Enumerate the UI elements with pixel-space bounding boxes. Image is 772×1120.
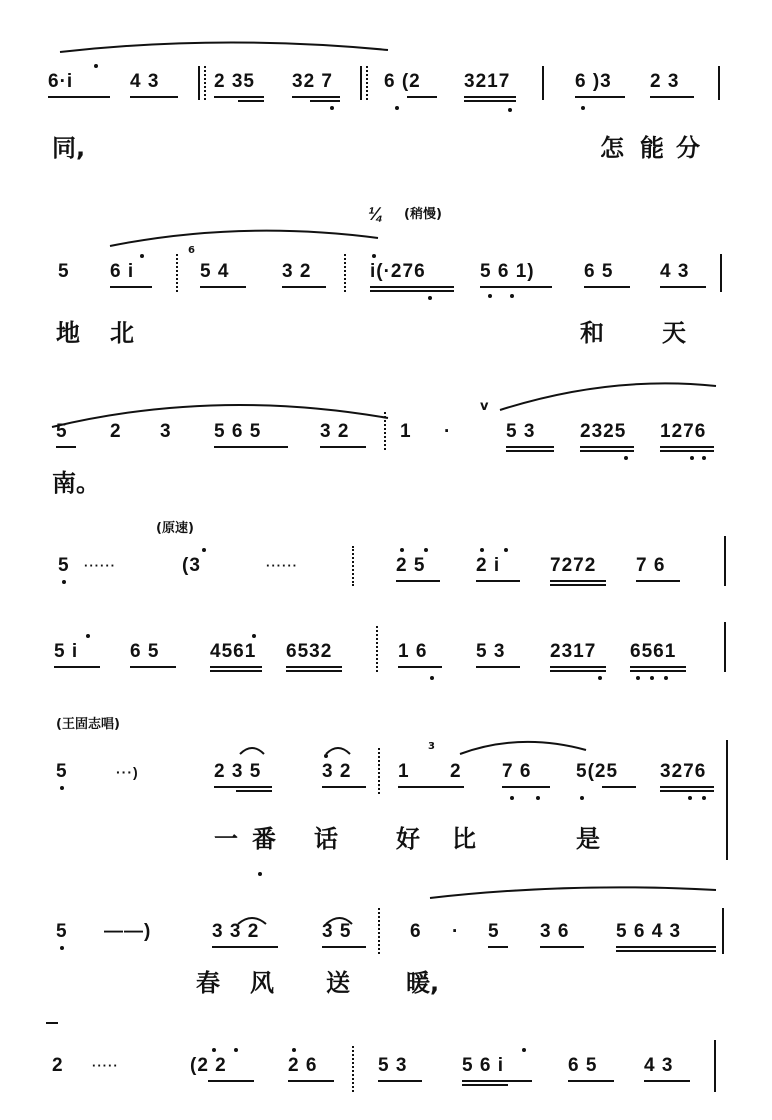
underline (462, 1084, 508, 1086)
lyric: 送 (326, 969, 350, 997)
note-group: 5 4 (200, 261, 230, 282)
high-dot (140, 254, 144, 258)
note-group: 6 i (110, 261, 135, 282)
sustain-dots: ······ (266, 558, 298, 573)
note-group: 1 (400, 421, 412, 442)
lyric: 南。 (52, 469, 100, 497)
note-group: 6 5 (568, 1055, 598, 1076)
underline (320, 446, 366, 448)
note-group: 6·i (48, 71, 74, 92)
low-dot (60, 946, 64, 950)
low-dot (428, 296, 432, 300)
note-group: 5 i (54, 641, 79, 662)
low-dot (664, 676, 668, 680)
high-dot (504, 548, 508, 552)
note-group: 5 6 5 (214, 421, 262, 442)
note-group: 1 6 (398, 641, 428, 662)
underline (130, 666, 176, 668)
underline (630, 666, 686, 668)
bar-line (718, 66, 720, 100)
note-group: · (444, 421, 452, 442)
bar-line (714, 1040, 716, 1092)
note-group: 6561 (630, 641, 677, 662)
note-group: 3 5 (322, 921, 352, 942)
note-group: 2 (450, 761, 462, 782)
low-dot (510, 294, 514, 298)
underline (506, 446, 554, 448)
note-group: 5 (56, 761, 68, 782)
note-group: (3 (182, 555, 201, 576)
high-dot (86, 634, 90, 638)
underline (282, 286, 326, 288)
underline (286, 670, 342, 672)
low-dot (702, 796, 706, 800)
underline (480, 286, 552, 288)
sustain-dots: ······ (84, 558, 116, 573)
note-group: 2 6 (288, 1055, 318, 1076)
note-group: 5 (56, 421, 68, 442)
lyric: 话 (314, 825, 338, 853)
note-group: 2 i (476, 555, 501, 576)
grace-note: 3 (428, 741, 435, 752)
underline (396, 580, 440, 582)
underline (636, 580, 680, 582)
lyric: 好 (396, 825, 420, 853)
note-group: 4 3 (130, 71, 160, 92)
high-dot (212, 1048, 216, 1052)
underline (310, 100, 340, 102)
high-dot (480, 548, 484, 552)
note-group: 6 (410, 921, 422, 942)
note-group: 6 (2 (384, 71, 421, 92)
note-group: · (452, 921, 460, 942)
low-dot (636, 676, 640, 680)
note-group: 7272 (550, 555, 597, 576)
underline (550, 670, 606, 672)
note-group: 3 2 (320, 421, 350, 442)
note-group: 2317 (550, 641, 597, 662)
grace-note: 6 (188, 245, 195, 256)
underline (210, 670, 262, 672)
bar-line (378, 908, 380, 954)
underline (602, 786, 636, 788)
note-group: 3276 (660, 761, 707, 782)
note-group: 3 6 (540, 921, 570, 942)
underline (575, 96, 625, 98)
underline (214, 786, 272, 788)
underline (208, 1080, 254, 1082)
slur (500, 383, 716, 410)
underline (644, 1080, 690, 1082)
underline (322, 946, 366, 948)
underline (464, 96, 516, 98)
low-dot (395, 106, 399, 110)
underline (660, 286, 706, 288)
note-group: (2 2 (190, 1055, 227, 1076)
note-group: 5(25 (576, 761, 619, 782)
high-dot (252, 634, 256, 638)
note-group: 3 3 2 (212, 921, 260, 942)
underline (56, 446, 76, 448)
underline (580, 446, 634, 448)
low-dot (430, 676, 434, 680)
underline (378, 1080, 422, 1082)
section-mark: (王固志唱) (56, 717, 120, 732)
low-dot (488, 294, 492, 298)
bar-line (378, 748, 380, 794)
note-group: 7 6 (636, 555, 666, 576)
lyric: 能 (640, 134, 664, 162)
underline (54, 666, 100, 668)
bar-line (366, 66, 368, 100)
high-dot (324, 754, 328, 758)
note-group: 2 5 (396, 555, 426, 576)
bar-line (198, 66, 200, 100)
underline (322, 786, 366, 788)
underline (407, 96, 437, 98)
note-group: 2 3 5 (214, 761, 262, 782)
note-group: 32 7 (292, 71, 333, 92)
note-group: 1276 (660, 421, 707, 442)
high-dot (424, 548, 428, 552)
note-group: 5 6 i (462, 1055, 504, 1076)
lyric: 同, (52, 134, 86, 162)
underline (488, 946, 508, 948)
underline (584, 286, 630, 288)
bar-line (722, 908, 724, 954)
underline (210, 666, 262, 668)
high-dot (202, 548, 206, 552)
underline (476, 580, 520, 582)
low-dot (598, 676, 602, 680)
lyric: 暖, (406, 969, 440, 997)
note-group: 5 3 (378, 1055, 408, 1076)
note-group: 6 5 (130, 641, 160, 662)
bar-line (724, 536, 726, 586)
note-group: 4 3 (660, 261, 690, 282)
slur (60, 42, 388, 52)
underline (370, 286, 454, 288)
lyric: 番 (252, 825, 276, 853)
note-group: 5 6 1) (480, 261, 535, 282)
underline (292, 96, 340, 98)
note-group: 2 (52, 1055, 64, 1076)
note-group: 5 (58, 261, 70, 282)
tempo-mark: (稍慢) (404, 207, 442, 222)
low-dot (60, 786, 64, 790)
note-group: 7 6 (502, 761, 532, 782)
slur (460, 742, 586, 754)
high-dot (94, 64, 98, 68)
underline (214, 96, 264, 98)
sustain-dash: ···) (116, 764, 139, 780)
slur (430, 887, 716, 898)
lyric: 北 (110, 319, 134, 347)
underline (200, 286, 246, 288)
underline (616, 950, 716, 952)
slur (240, 748, 264, 754)
bar-line (352, 1046, 354, 1092)
low-dot (688, 796, 692, 800)
underline (370, 290, 454, 292)
note-group: 6 )3 (575, 71, 612, 92)
underline (288, 1080, 334, 1082)
underline (550, 666, 606, 668)
note-group: 5 (56, 921, 68, 942)
underline (476, 666, 520, 668)
note-group: 2325 (580, 421, 627, 442)
underline (550, 584, 606, 586)
underline (650, 96, 694, 98)
underline (506, 450, 554, 452)
underline (660, 450, 714, 452)
underline (398, 786, 464, 788)
note-group: 5 3 (506, 421, 536, 442)
underline (236, 790, 272, 792)
bar-line (176, 254, 178, 292)
slur (326, 748, 350, 754)
lyric: 和 (580, 319, 604, 347)
page-mark (46, 1022, 58, 1024)
underline (616, 946, 716, 948)
note-group: 3 2 (322, 761, 352, 782)
bar-line (724, 622, 726, 672)
underline (660, 786, 714, 788)
underline (540, 946, 584, 948)
note-group: 5 6 4 3 (616, 921, 682, 942)
low-dot (650, 676, 654, 680)
underline (110, 286, 152, 288)
tempo-mark: (原速) (156, 521, 194, 536)
note-group: 1 (398, 761, 410, 782)
note-group: 3 2 (282, 261, 312, 282)
lyric: 风 (250, 969, 274, 997)
underline (238, 100, 264, 102)
high-dot (234, 1048, 238, 1052)
sustain-dash: ——) (104, 921, 152, 942)
underline (464, 100, 516, 102)
bar-line (726, 740, 728, 860)
underline (568, 1080, 614, 1082)
lyric: 天 (662, 319, 686, 347)
underline (48, 96, 110, 98)
note-group: 2 35 (214, 71, 255, 92)
low-dot (510, 796, 514, 800)
sustain-dots: ····· (92, 1058, 119, 1073)
underline (214, 446, 288, 448)
lyric: 分 (676, 134, 700, 162)
lyric: 比 (452, 825, 476, 853)
note-group: 5 3 (476, 641, 506, 662)
bar-line (542, 66, 544, 100)
lyric: 一 (214, 825, 238, 853)
time-signature: ¼ (368, 204, 384, 224)
high-dot (522, 1048, 526, 1052)
bar-line (360, 66, 362, 100)
low-dot (624, 456, 628, 460)
note-group: 5 (488, 921, 500, 942)
lyric: 怎 (600, 134, 624, 162)
bar-line (344, 254, 346, 292)
note-group: 2 3 (650, 71, 680, 92)
low-dot (62, 580, 66, 584)
underline (130, 96, 178, 98)
lyric: 地 (56, 319, 80, 347)
high-dot (372, 254, 376, 258)
note-group: 5 (58, 555, 70, 576)
underline (502, 786, 550, 788)
low-dot (330, 106, 334, 110)
high-dot (400, 548, 404, 552)
bar-line (720, 254, 722, 292)
note-group: 2 (110, 421, 122, 442)
low-dot (536, 796, 540, 800)
note-group: 6532 (286, 641, 333, 662)
low-dot (690, 456, 694, 460)
low-dot (580, 796, 584, 800)
note-group: 3 (160, 421, 172, 442)
underline (286, 666, 342, 668)
underline (212, 946, 278, 948)
underline (580, 450, 634, 452)
note-group: 3217 (464, 71, 511, 92)
underline (462, 1080, 532, 1082)
low-dot (508, 108, 512, 112)
lyric: 是 (576, 825, 600, 853)
note-group: 4561 (210, 641, 257, 662)
breath-mark: v (480, 399, 489, 414)
low-dot (581, 106, 585, 110)
lyric: 春 (196, 969, 220, 997)
note-group: i(·276 (370, 261, 426, 282)
underline (550, 580, 606, 582)
note-group: 4 3 (644, 1055, 674, 1076)
underline (660, 446, 714, 448)
bar-line (204, 66, 206, 100)
note-group: 6 5 (584, 261, 614, 282)
underline (630, 670, 686, 672)
bar-line (352, 546, 354, 586)
underline (660, 790, 714, 792)
slur (110, 231, 378, 246)
high-dot (258, 872, 262, 876)
bar-line (384, 412, 386, 450)
bar-line (376, 626, 378, 672)
high-dot (292, 1048, 296, 1052)
low-dot (702, 456, 706, 460)
underline (398, 666, 442, 668)
